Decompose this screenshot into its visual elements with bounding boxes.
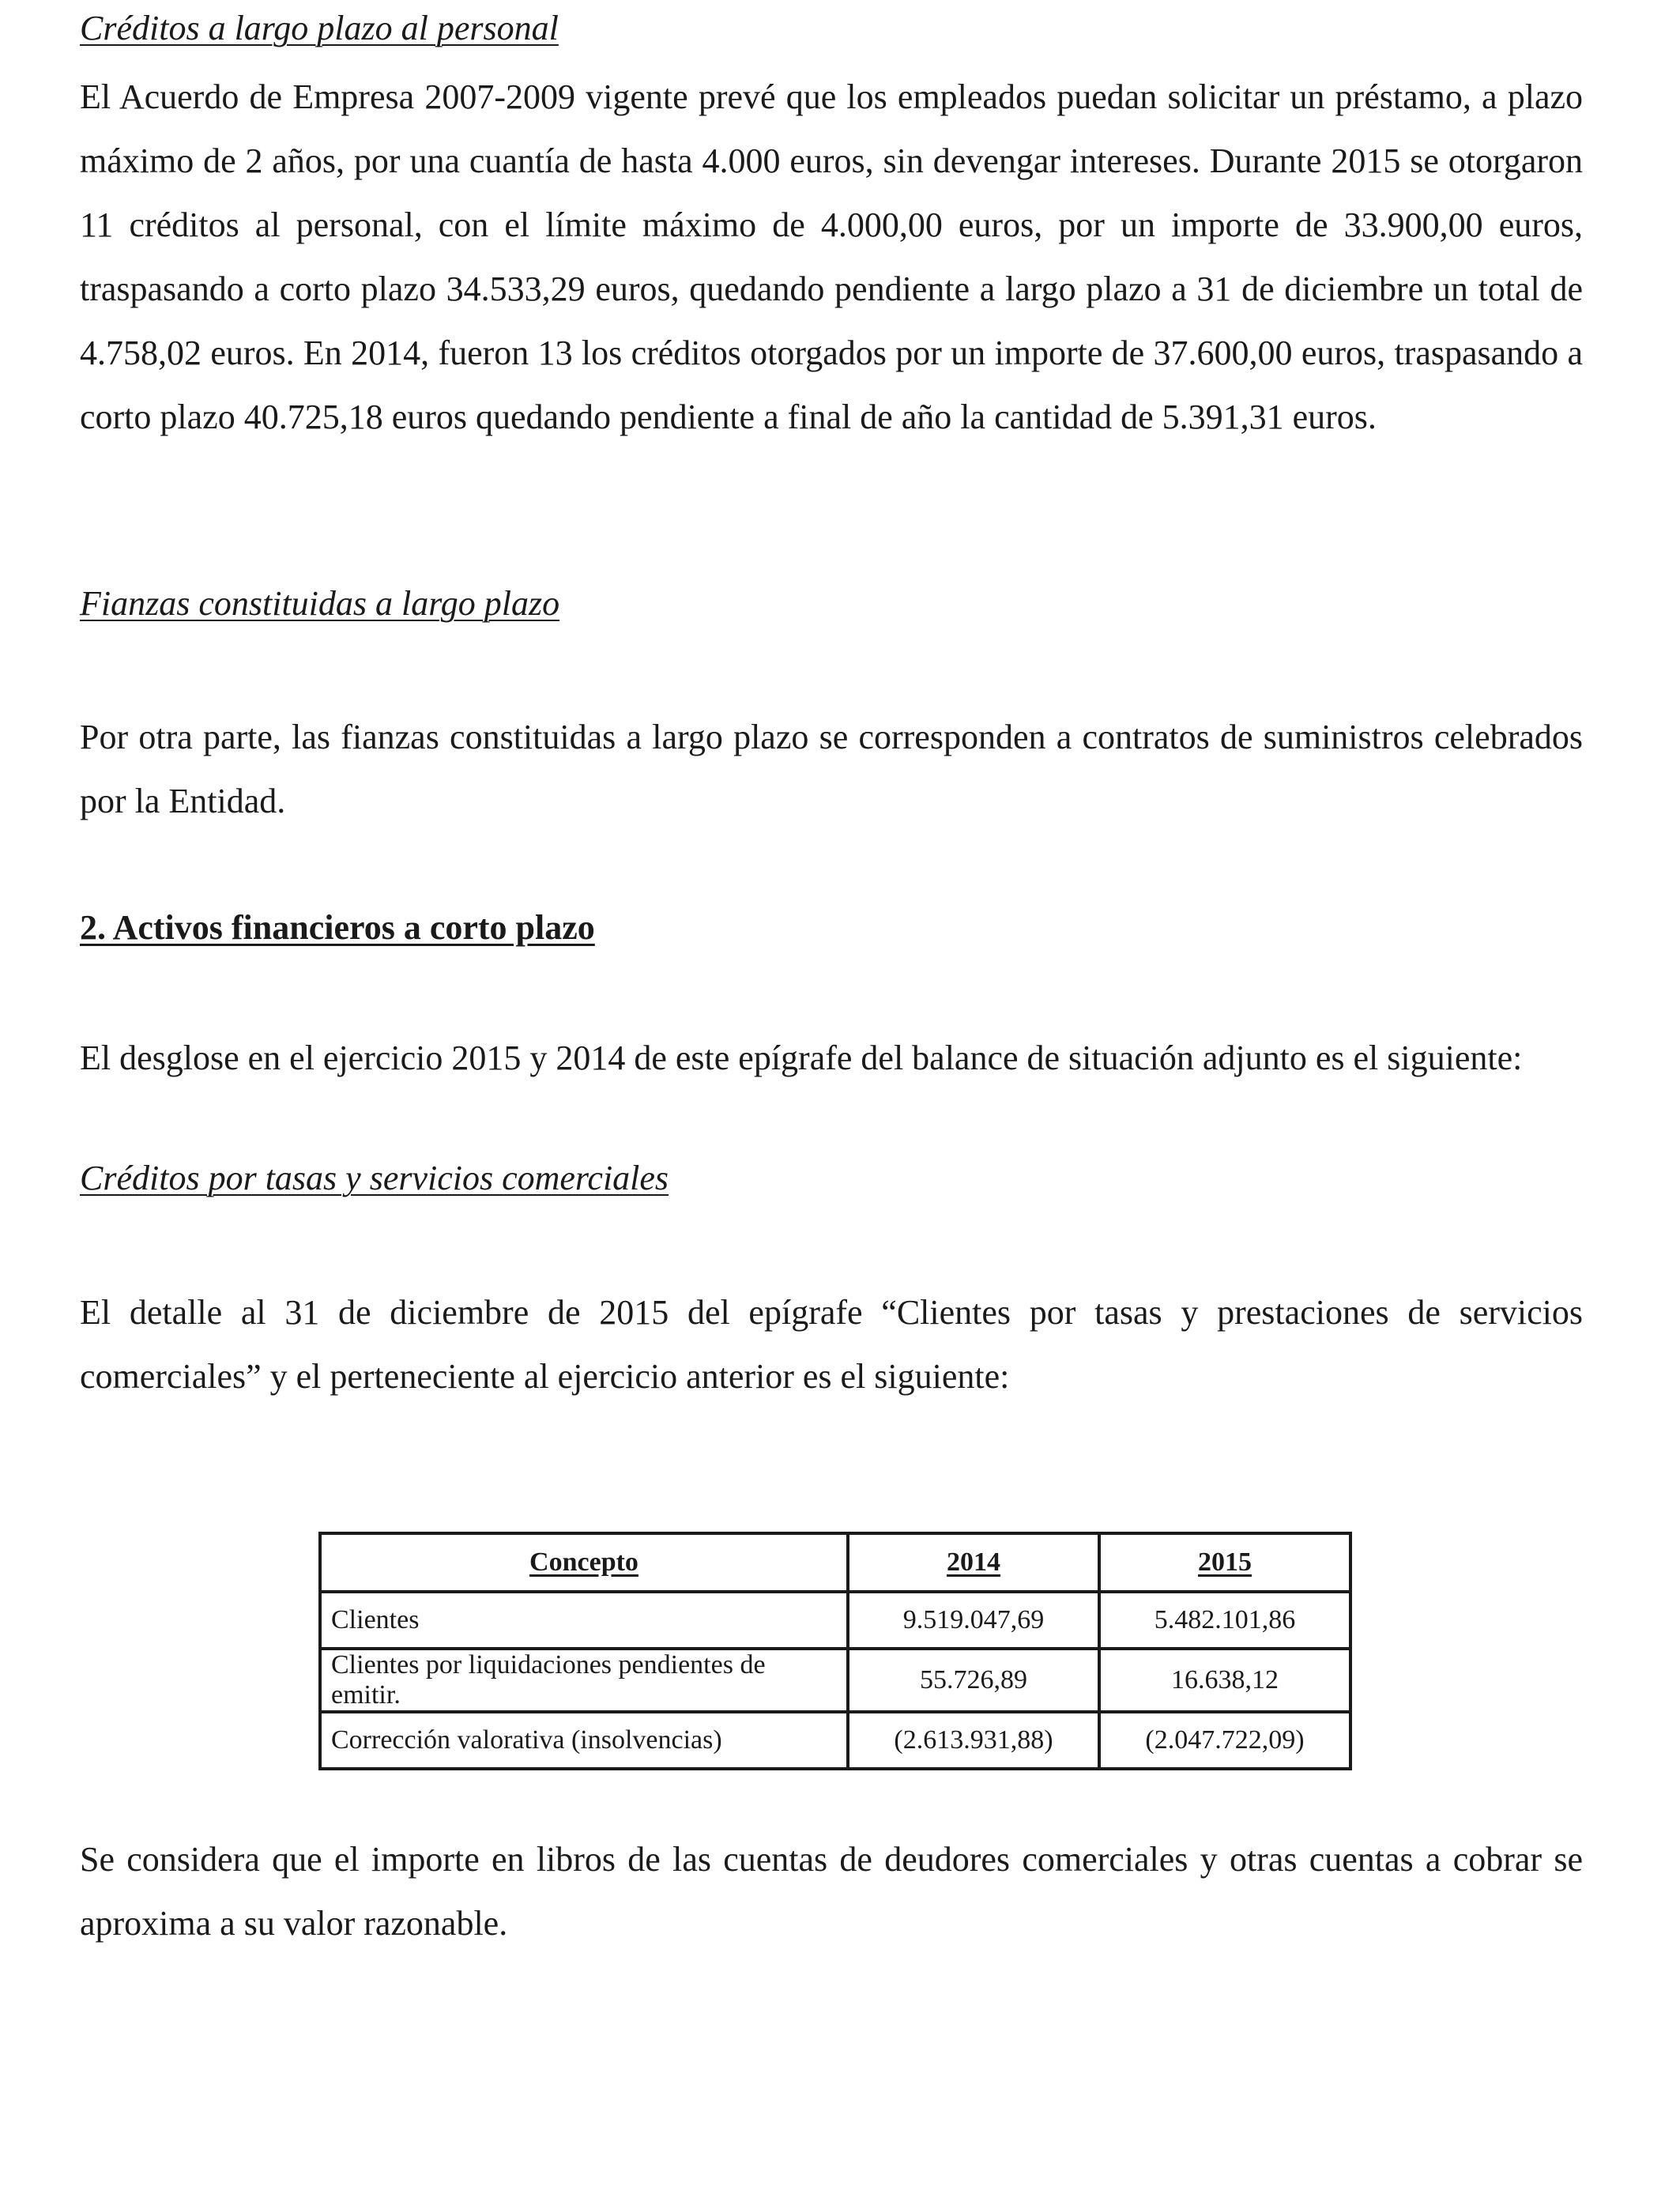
- table-row: [320, 1649, 1350, 1712]
- section-heading-fianzas: Fianzas constituidas a largo plazo: [80, 584, 560, 623]
- cell-2015: 5.482.101,86: [1099, 1592, 1350, 1649]
- clientes-table: [318, 1532, 1352, 1770]
- paragraph-closing: Se considera que el importe en libros de las cuentas de deudores comerciales y otras cuentas a cobrar se aproxima a su valor razonable.: [80, 1840, 1583, 1943]
- cell-2015: (2.047.722,09): [1099, 1712, 1350, 1769]
- section-heading-activos-corto-plazo: 2. Activos financieros a corto plazo: [80, 908, 595, 947]
- cell-concepto: Clientes por liquidaciones pendientes de emitir.: [320, 1649, 848, 1712]
- paragraph-fianzas: Por otra parte, las fianzas constituidas a largo plazo se corresponden a contratos de suministros celebrados por la Entidad.: [80, 718, 1583, 820]
- section-heading-creditos-personal: Créditos a largo plazo al personal: [80, 9, 559, 47]
- cell-concepto: Corrección valorativa (insolvencias): [320, 1712, 848, 1769]
- cell-2014: 55.726,89: [848, 1649, 1099, 1712]
- table-row: [320, 1712, 1350, 1769]
- header-2014: 2014: [848, 1533, 1099, 1592]
- table-row: [320, 1592, 1350, 1649]
- paragraph-creditos-personal: El Acuerdo de Empresa 2007-2009 vigente prevé que los empleados puedan solicitar un préstamo, a plazo máximo de 2 años, por una cuantía de hasta 4.000 euros, sin devengar intereses. Durante 2015 se otorgaron 11 créditos al personal, con el límite máximo de 4.000,00 euros, por un importe de 33.900,00 euros, traspasando a corto plazo 34.533,29 euros, quedando pendiente a largo plazo a 31 de diciembre un total de 4.758,02 euros. En 2014, fueron 13 los créditos otorgados por un importe de 37.600,00 euros, traspasando a corto plazo 40.725,18 euros quedando pendiente a final de año la cantidad de 5.391,31 euros.: [80, 77, 1583, 436]
- cell-2014: 9.519.047,69: [848, 1592, 1099, 1649]
- header-concepto: Concepto: [320, 1533, 848, 1592]
- section-heading-creditos-tasas: Créditos por tasas y servicios comerciales: [80, 1159, 669, 1197]
- cell-concepto: Clientes: [320, 1592, 848, 1649]
- header-2015: 2015: [1099, 1533, 1350, 1592]
- paragraph-creditos-tasas: El detalle al 31 de diciembre de 2015 del epígrafe “Clientes por tasas y prestaciones de servicios comerciales” y el perteneciente al ejercicio anterior es el siguiente:: [80, 1293, 1583, 1396]
- cell-2014: (2.613.931,88): [848, 1712, 1099, 1769]
- cell-2015: 16.638,12: [1099, 1649, 1350, 1712]
- paragraph-activos-corto-plazo: El desglose en el ejercicio 2015 y 2014 de este epígrafe del balance de situación adjunto es el siguiente:: [80, 1039, 1523, 1077]
- table-header-row: [320, 1533, 1350, 1592]
